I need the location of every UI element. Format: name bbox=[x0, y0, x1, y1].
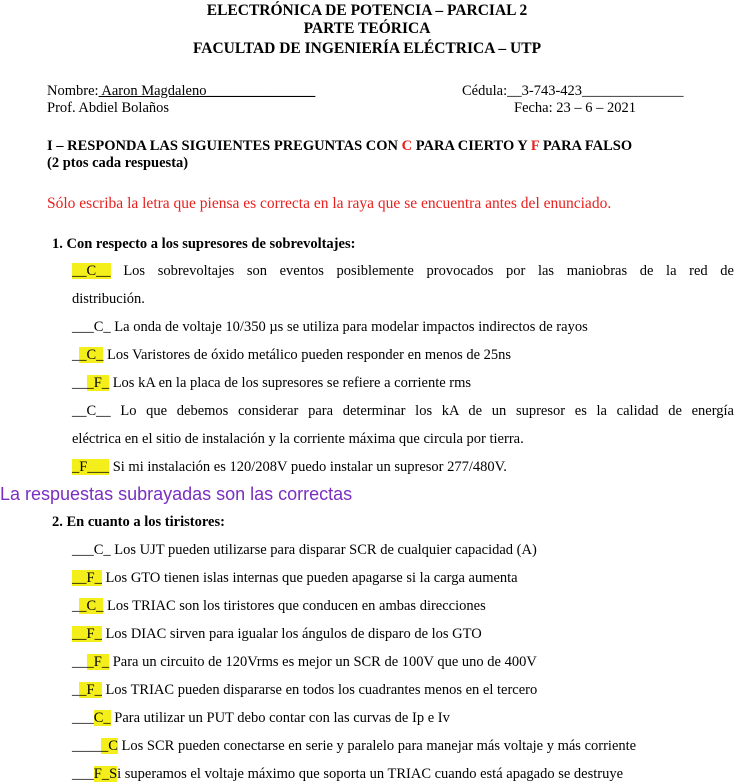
section-c-letter: C bbox=[401, 138, 413, 154]
section-f-letter: F bbox=[530, 138, 540, 154]
q1-f-text: Si mi instalación es 120/208V puedo instalar un supresor 277/480V. bbox=[112, 459, 507, 475]
faculty-name: FACULTAD DE INGENIERÍA ELÉCTRICA – UTP bbox=[192, 40, 542, 57]
q2-answer-prefix: ___C_ bbox=[72, 542, 111, 558]
section-instruction: Sólo escriba la letra que piensa es correcta en la raya que se encuentra antes del enunciado. bbox=[47, 195, 612, 212]
q1-item-e bbox=[72, 402, 734, 420]
q2-item bbox=[72, 625, 482, 643]
q2-answer-prefix: ___ bbox=[72, 710, 94, 726]
exam-title: ELECTRÓNICA DE POTENCIA – PARCIAL 2 bbox=[206, 2, 528, 19]
q2-item-text: i superamos el voltaje máximo que soporta un TRIAC cuando está apagado se destruye bbox=[117, 766, 624, 782]
section-title-mid: PARA CIERTO Y bbox=[412, 138, 531, 154]
q1-item-b bbox=[72, 318, 588, 336]
cedula-value: __3-743-423______________ bbox=[507, 83, 684, 99]
q2-item-text: Los TRIAC pueden dispararse en todos los cuadrantes menos en el tercero bbox=[105, 682, 538, 698]
question-2-title: 2. En cuanto a los tiristores: bbox=[52, 514, 225, 530]
q1-c-prefix: _ bbox=[72, 347, 80, 363]
q2-answer-prefix: _ bbox=[72, 598, 80, 614]
exam-subtitle: PARTE TEÓRICA bbox=[303, 20, 431, 37]
q2-answer: _C_ bbox=[79, 598, 104, 614]
q1-d-answer: _F_ bbox=[86, 375, 110, 391]
q2-answer: _C bbox=[101, 738, 118, 754]
q2-item-text: Los UJT pueden utilizarse para disparar SCR de cualquier capacidad (A) bbox=[114, 542, 537, 558]
q1-c-text: Los Varistores de óxido metálico pueden responder en menos de 25ns bbox=[107, 347, 512, 363]
exam-date: Fecha: 23 – 6 – 2021 bbox=[514, 100, 637, 116]
q2-item bbox=[72, 765, 623, 783]
q1-e-answer: __C__ bbox=[72, 403, 111, 419]
correct-answers-note: La respuestas subrayadas son las correctas bbox=[0, 484, 353, 504]
q1-b-answer: ___C_ bbox=[72, 319, 111, 335]
q2-item bbox=[72, 737, 636, 755]
q1-e-text-cont: eléctrica en el sitio de instalación y la corriente máxima que circula por tierra. bbox=[72, 431, 524, 447]
q2-item bbox=[72, 569, 518, 587]
name-value: Aaron Magdaleno_______________ bbox=[98, 83, 316, 99]
q2-item-text: Los TRIAC son los tiristores que conducen en ambas direcciones bbox=[107, 598, 486, 614]
q2-item bbox=[72, 681, 537, 699]
q1-b-text: La onda de voltaje 10/350 µs se utiliza para modelar impactos indirectos de rayos bbox=[114, 319, 588, 335]
q2-item-text: Para utilizar un PUT debo contar con las curvas de Ip e Iv bbox=[114, 710, 450, 726]
q1-f-answer: _F___ bbox=[72, 459, 110, 475]
q2-answer: C_ bbox=[93, 710, 111, 726]
section-points: (2 ptos cada respuesta) bbox=[47, 155, 189, 171]
q1-a-text: Los sobrevoltajes son eventos posiblemente provocados por las maniobras de la red de bbox=[123, 263, 734, 279]
q1-a-text-cont: distribución. bbox=[72, 291, 145, 307]
q2-item bbox=[72, 541, 537, 559]
q2-item-text: Los SCR pueden conectarse en serie y paralelo para manejar más voltaje y más corriente bbox=[121, 738, 637, 754]
q2-answer: __F_ bbox=[72, 626, 102, 642]
cedula-label: Cédula: bbox=[462, 83, 508, 99]
section-title bbox=[47, 137, 632, 155]
q1-e-text: Lo que debemos considerar para determinar los kA de un supresor es la calidad de energía bbox=[120, 403, 734, 419]
q2-answer: __F_ bbox=[72, 570, 102, 586]
name-label: Nombre: bbox=[47, 83, 99, 99]
q1-a-answer: __C__ bbox=[72, 263, 111, 279]
section-title-pre: I – RESPONDA LAS SIGUIENTES PREGUNTAS CON bbox=[47, 138, 402, 154]
q2-item-text: Los DIAC sirven para igualar los ángulos de disparo de los GTO bbox=[105, 626, 482, 642]
q2-item-text: Los GTO tienen islas internas que pueden apagarse si la carga aumenta bbox=[105, 570, 518, 586]
question-1-title: 1. Con respecto a los supresores de sobrevoltajes: bbox=[52, 236, 356, 252]
q1-d-text: Los kA en la placa de los supresores se refiere a corriente rms bbox=[112, 375, 472, 391]
q2-answer-prefix: _ bbox=[72, 682, 80, 698]
section-title-post: PARA FALSO bbox=[539, 138, 633, 154]
q2-item bbox=[72, 653, 537, 671]
professor-name: Prof. Abdiel Bolaños bbox=[47, 100, 170, 116]
q2-item-text: Para un circuito de 120Vrms es mejor un SCR de 100V que uno de 400V bbox=[112, 654, 537, 670]
id-number-line bbox=[462, 82, 684, 100]
q2-item bbox=[72, 597, 486, 615]
q1-item-f bbox=[72, 458, 507, 476]
q2-answer-prefix: ___ bbox=[72, 766, 94, 782]
q1-item-d bbox=[72, 374, 471, 392]
q2-item bbox=[72, 709, 450, 727]
q1-d-prefix: __ bbox=[72, 375, 87, 391]
q2-answer: _F_ bbox=[86, 654, 110, 670]
q1-item-c bbox=[72, 346, 511, 364]
q2-answer: F_S bbox=[93, 766, 118, 782]
q2-answer-prefix: ____ bbox=[72, 738, 101, 754]
q2-answer: _F_ bbox=[79, 682, 102, 698]
q1-item-a bbox=[72, 262, 734, 280]
student-name-line bbox=[47, 82, 315, 100]
q2-answer-prefix: __ bbox=[72, 654, 87, 670]
q1-c-answer: _C_ bbox=[79, 347, 104, 363]
